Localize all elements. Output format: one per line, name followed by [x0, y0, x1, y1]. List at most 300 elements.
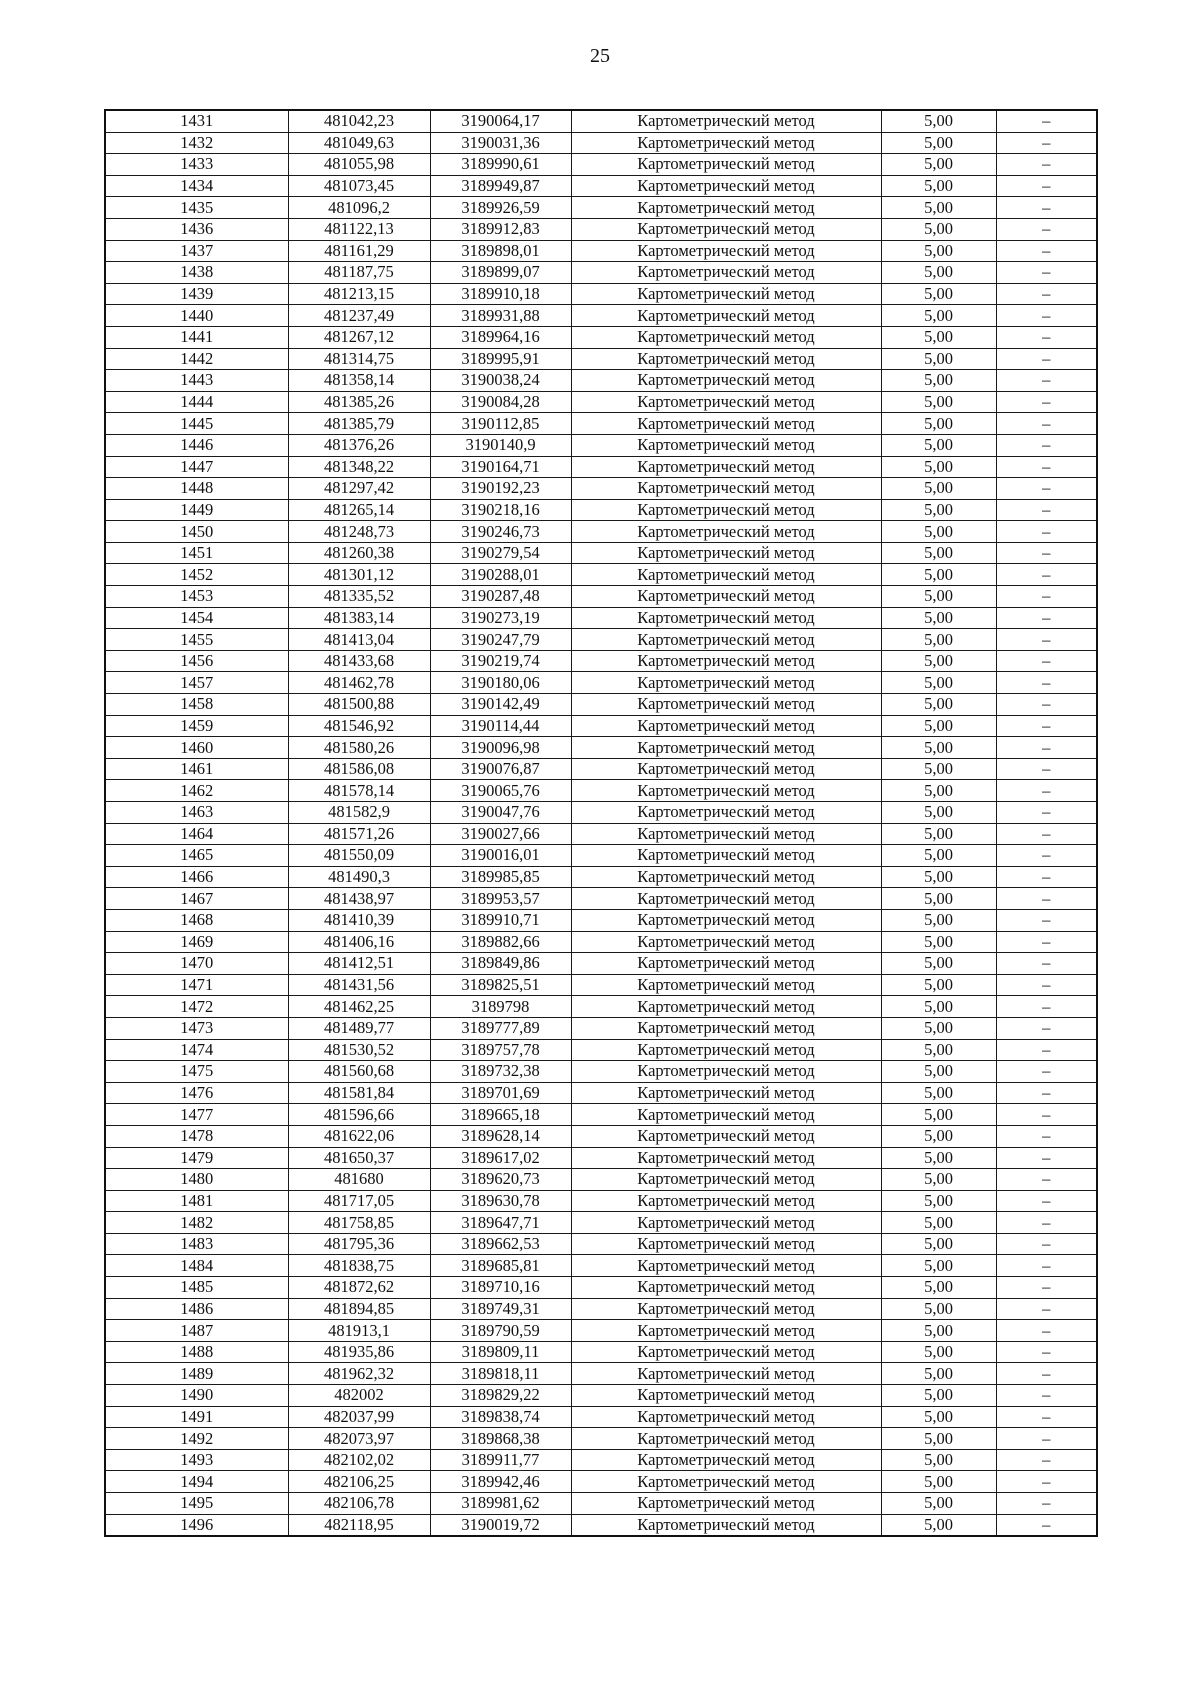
x-coordinate-cell: 481265,14 [288, 499, 430, 521]
method-cell: Картометрический метод [571, 1017, 881, 1039]
y-coordinate-cell: 3190096,98 [430, 737, 571, 759]
description-cell: – [996, 1147, 1097, 1169]
x-coordinate-cell: 481385,79 [288, 413, 430, 435]
table-row [105, 1449, 1097, 1471]
table-row [105, 1104, 1097, 1126]
x-coordinate-cell: 482118,95 [288, 1514, 430, 1536]
accuracy-cell: 5,00 [881, 888, 996, 910]
table-row [105, 326, 1097, 348]
point-number-cell: 1484 [105, 1255, 288, 1277]
method-cell: Картометрический метод [571, 434, 881, 456]
table-row [105, 1385, 1097, 1407]
method-cell: Картометрический метод [571, 132, 881, 154]
method-cell: Картометрический метод [571, 240, 881, 262]
y-coordinate-cell: 3190279,54 [430, 542, 571, 564]
y-coordinate-cell: 3190287,48 [430, 586, 571, 608]
method-cell: Картометрический метод [571, 1190, 881, 1212]
accuracy-cell: 5,00 [881, 758, 996, 780]
x-coordinate-cell: 481578,14 [288, 780, 430, 802]
accuracy-cell: 5,00 [881, 478, 996, 500]
description-cell: – [996, 1428, 1097, 1450]
x-coordinate-cell: 481596,66 [288, 1104, 430, 1126]
y-coordinate-cell: 3190288,01 [430, 564, 571, 586]
x-coordinate-cell: 481073,45 [288, 175, 430, 197]
accuracy-cell: 5,00 [881, 283, 996, 305]
point-number-cell: 1475 [105, 1061, 288, 1083]
point-number-cell: 1435 [105, 197, 288, 219]
table-row [105, 1471, 1097, 1493]
description-cell: – [996, 413, 1097, 435]
x-coordinate-cell: 481122,13 [288, 218, 430, 240]
accuracy-cell: 5,00 [881, 586, 996, 608]
point-number-cell: 1472 [105, 996, 288, 1018]
point-number-cell: 1493 [105, 1449, 288, 1471]
point-number-cell: 1440 [105, 305, 288, 327]
accuracy-cell: 5,00 [881, 1341, 996, 1363]
accuracy-cell: 5,00 [881, 262, 996, 284]
method-cell: Картометрический метод [571, 1147, 881, 1169]
accuracy-cell: 5,00 [881, 629, 996, 651]
description-cell: – [996, 888, 1097, 910]
method-cell: Картометрический метод [571, 521, 881, 543]
description-cell: – [996, 1255, 1097, 1277]
description-cell: – [996, 218, 1097, 240]
accuracy-cell: 5,00 [881, 370, 996, 392]
point-number-cell: 1495 [105, 1493, 288, 1515]
point-number-cell: 1469 [105, 931, 288, 953]
description-cell: – [996, 542, 1097, 564]
y-coordinate-cell: 3190218,16 [430, 499, 571, 521]
accuracy-cell: 5,00 [881, 996, 996, 1018]
accuracy-cell: 5,00 [881, 1061, 996, 1083]
accuracy-cell: 5,00 [881, 154, 996, 176]
accuracy-cell: 5,00 [881, 1169, 996, 1191]
y-coordinate-cell: 3189818,11 [430, 1363, 571, 1385]
description-cell: – [996, 931, 1097, 953]
method-cell: Картометрический метод [571, 1385, 881, 1407]
description-cell: – [996, 262, 1097, 284]
accuracy-cell: 5,00 [881, 1493, 996, 1515]
x-coordinate-cell: 481717,05 [288, 1190, 430, 1212]
point-number-cell: 1476 [105, 1082, 288, 1104]
point-number-cell: 1492 [105, 1428, 288, 1450]
method-cell: Картометрический метод [571, 1233, 881, 1255]
method-cell: Картометрический метод [571, 1493, 881, 1515]
point-number-cell: 1452 [105, 564, 288, 586]
description-cell: – [996, 1406, 1097, 1428]
point-number-cell: 1447 [105, 456, 288, 478]
method-cell: Картометрический метод [571, 197, 881, 219]
point-number-cell: 1468 [105, 909, 288, 931]
description-cell: – [996, 1385, 1097, 1407]
point-number-cell: 1462 [105, 780, 288, 802]
x-coordinate-cell: 481431,56 [288, 974, 430, 996]
x-coordinate-cell: 482102,02 [288, 1449, 430, 1471]
table-row [105, 283, 1097, 305]
point-number-cell: 1449 [105, 499, 288, 521]
table-row [105, 1320, 1097, 1342]
method-cell: Картометрический метод [571, 845, 881, 867]
accuracy-cell: 5,00 [881, 499, 996, 521]
description-cell: – [996, 650, 1097, 672]
point-number-cell: 1477 [105, 1104, 288, 1126]
table-row [105, 845, 1097, 867]
accuracy-cell: 5,00 [881, 845, 996, 867]
table-row [105, 1147, 1097, 1169]
point-number-cell: 1436 [105, 218, 288, 240]
table-row [105, 586, 1097, 608]
description-cell: – [996, 845, 1097, 867]
x-coordinate-cell: 481267,12 [288, 326, 430, 348]
table-row [105, 1082, 1097, 1104]
x-coordinate-cell: 482002 [288, 1385, 430, 1407]
description-cell: – [996, 132, 1097, 154]
table-row [105, 694, 1097, 716]
accuracy-cell: 5,00 [881, 1298, 996, 1320]
table-row [105, 974, 1097, 996]
y-coordinate-cell: 3189732,38 [430, 1061, 571, 1083]
method-cell: Картометрический метод [571, 348, 881, 370]
x-coordinate-cell: 481187,75 [288, 262, 430, 284]
y-coordinate-cell: 3190246,73 [430, 521, 571, 543]
y-coordinate-cell: 3189647,71 [430, 1212, 571, 1234]
y-coordinate-cell: 3190047,76 [430, 802, 571, 824]
y-coordinate-cell: 3190247,79 [430, 629, 571, 651]
y-coordinate-cell: 3190112,85 [430, 413, 571, 435]
point-number-cell: 1444 [105, 391, 288, 413]
y-coordinate-cell: 3189995,91 [430, 348, 571, 370]
description-cell: – [996, 1277, 1097, 1299]
accuracy-cell: 5,00 [881, 715, 996, 737]
description-cell: – [996, 1104, 1097, 1126]
point-number-cell: 1466 [105, 866, 288, 888]
method-cell: Картометрический метод [571, 1514, 881, 1536]
y-coordinate-cell: 3190142,49 [430, 694, 571, 716]
method-cell: Картометрический метод [571, 154, 881, 176]
accuracy-cell: 5,00 [881, 218, 996, 240]
y-coordinate-cell: 3190219,74 [430, 650, 571, 672]
description-cell: – [996, 1363, 1097, 1385]
method-cell: Картометрический метод [571, 1341, 881, 1363]
x-coordinate-cell: 481872,62 [288, 1277, 430, 1299]
method-cell: Картометрический метод [571, 1255, 881, 1277]
point-number-cell: 1448 [105, 478, 288, 500]
point-number-cell: 1453 [105, 586, 288, 608]
point-number-cell: 1496 [105, 1514, 288, 1536]
table-row [105, 542, 1097, 564]
table-row [105, 758, 1097, 780]
point-number-cell: 1455 [105, 629, 288, 651]
y-coordinate-cell: 3190064,17 [430, 110, 571, 132]
x-coordinate-cell: 481560,68 [288, 1061, 430, 1083]
y-coordinate-cell: 3190076,87 [430, 758, 571, 780]
table-row [105, 1255, 1097, 1277]
description-cell: – [996, 953, 1097, 975]
y-coordinate-cell: 3189617,02 [430, 1147, 571, 1169]
y-coordinate-cell: 3189990,61 [430, 154, 571, 176]
table-row [105, 175, 1097, 197]
y-coordinate-cell: 3190140,9 [430, 434, 571, 456]
accuracy-cell: 5,00 [881, 240, 996, 262]
y-coordinate-cell: 3189942,46 [430, 1471, 571, 1493]
y-coordinate-cell: 3189777,89 [430, 1017, 571, 1039]
table-row [105, 1233, 1097, 1255]
method-cell: Картометрический метод [571, 456, 881, 478]
accuracy-cell: 5,00 [881, 1233, 996, 1255]
method-cell: Картометрический метод [571, 1277, 881, 1299]
accuracy-cell: 5,00 [881, 1017, 996, 1039]
coordinates-table-body [105, 110, 1097, 1536]
description-cell: – [996, 802, 1097, 824]
accuracy-cell: 5,00 [881, 650, 996, 672]
table-row [105, 1125, 1097, 1147]
accuracy-cell: 5,00 [881, 607, 996, 629]
method-cell: Картометрический метод [571, 629, 881, 651]
x-coordinate-cell: 481376,26 [288, 434, 430, 456]
x-coordinate-cell: 481462,25 [288, 996, 430, 1018]
method-cell: Картометрический метод [571, 888, 881, 910]
accuracy-cell: 5,00 [881, 391, 996, 413]
y-coordinate-cell: 3189662,53 [430, 1233, 571, 1255]
description-cell: – [996, 305, 1097, 327]
y-coordinate-cell: 3189911,77 [430, 1449, 571, 1471]
method-cell: Картометрический метод [571, 694, 881, 716]
x-coordinate-cell: 481213,15 [288, 283, 430, 305]
y-coordinate-cell: 3189912,83 [430, 218, 571, 240]
x-coordinate-cell: 481500,88 [288, 694, 430, 716]
method-cell: Картометрический метод [571, 672, 881, 694]
x-coordinate-cell: 481049,63 [288, 132, 430, 154]
method-cell: Картометрический метод [571, 866, 881, 888]
x-coordinate-cell: 481622,06 [288, 1125, 430, 1147]
x-coordinate-cell: 481410,39 [288, 909, 430, 931]
accuracy-cell: 5,00 [881, 542, 996, 564]
point-number-cell: 1433 [105, 154, 288, 176]
method-cell: Картометрический метод [571, 802, 881, 824]
table-row [105, 1212, 1097, 1234]
description-cell: – [996, 1471, 1097, 1493]
point-number-cell: 1438 [105, 262, 288, 284]
description-cell: – [996, 737, 1097, 759]
accuracy-cell: 5,00 [881, 780, 996, 802]
table-row [105, 564, 1097, 586]
description-cell: – [996, 715, 1097, 737]
accuracy-cell: 5,00 [881, 1039, 996, 1061]
point-number-cell: 1471 [105, 974, 288, 996]
coordinates-table [104, 109, 1098, 1537]
description-cell: – [996, 586, 1097, 608]
table-row [105, 1169, 1097, 1191]
method-cell: Картометрический метод [571, 953, 881, 975]
accuracy-cell: 5,00 [881, 1125, 996, 1147]
table-row [105, 629, 1097, 651]
x-coordinate-cell: 481894,85 [288, 1298, 430, 1320]
method-cell: Картометрический метод [571, 823, 881, 845]
x-coordinate-cell: 481055,98 [288, 154, 430, 176]
table-row [105, 262, 1097, 284]
point-number-cell: 1442 [105, 348, 288, 370]
point-number-cell: 1463 [105, 802, 288, 824]
description-cell: – [996, 564, 1097, 586]
y-coordinate-cell: 3190084,28 [430, 391, 571, 413]
method-cell: Картометрический метод [571, 542, 881, 564]
method-cell: Картометрический метод [571, 1471, 881, 1493]
description-cell: – [996, 1320, 1097, 1342]
y-coordinate-cell: 3189701,69 [430, 1082, 571, 1104]
accuracy-cell: 5,00 [881, 1385, 996, 1407]
x-coordinate-cell: 481260,38 [288, 542, 430, 564]
description-cell: – [996, 1341, 1097, 1363]
description-cell: – [996, 1298, 1097, 1320]
description-cell: – [996, 240, 1097, 262]
y-coordinate-cell: 3189630,78 [430, 1190, 571, 1212]
x-coordinate-cell: 481758,85 [288, 1212, 430, 1234]
point-number-cell: 1470 [105, 953, 288, 975]
table-row [105, 1341, 1097, 1363]
table-row [105, 110, 1097, 132]
table-row [105, 434, 1097, 456]
table-row [105, 413, 1097, 435]
point-number-cell: 1454 [105, 607, 288, 629]
x-coordinate-cell: 481586,08 [288, 758, 430, 780]
description-cell: – [996, 499, 1097, 521]
x-coordinate-cell: 481490,3 [288, 866, 430, 888]
point-number-cell: 1478 [105, 1125, 288, 1147]
description-cell: – [996, 1017, 1097, 1039]
table-row [105, 521, 1097, 543]
point-number-cell: 1450 [105, 521, 288, 543]
point-number-cell: 1467 [105, 888, 288, 910]
accuracy-cell: 5,00 [881, 348, 996, 370]
method-cell: Картометрический метод [571, 607, 881, 629]
method-cell: Картометрический метод [571, 909, 881, 931]
y-coordinate-cell: 3189628,14 [430, 1125, 571, 1147]
description-cell: – [996, 1212, 1097, 1234]
method-cell: Картометрический метод [571, 715, 881, 737]
method-cell: Картометрический метод [571, 110, 881, 132]
table-row [105, 391, 1097, 413]
table-row [105, 305, 1097, 327]
accuracy-cell: 5,00 [881, 1363, 996, 1385]
accuracy-cell: 5,00 [881, 521, 996, 543]
x-coordinate-cell: 481680 [288, 1169, 430, 1191]
point-number-cell: 1445 [105, 413, 288, 435]
x-coordinate-cell: 481096,2 [288, 197, 430, 219]
x-coordinate-cell: 481438,97 [288, 888, 430, 910]
description-cell: – [996, 1082, 1097, 1104]
table-row [105, 650, 1097, 672]
accuracy-cell: 5,00 [881, 456, 996, 478]
point-number-cell: 1432 [105, 132, 288, 154]
point-number-cell: 1473 [105, 1017, 288, 1039]
point-number-cell: 1446 [105, 434, 288, 456]
method-cell: Картометрический метод [571, 1125, 881, 1147]
y-coordinate-cell: 3189868,38 [430, 1428, 571, 1450]
table-row [105, 499, 1097, 521]
x-coordinate-cell: 481462,78 [288, 672, 430, 694]
table-row [105, 780, 1097, 802]
y-coordinate-cell: 3190065,76 [430, 780, 571, 802]
x-coordinate-cell: 481161,29 [288, 240, 430, 262]
table-row [105, 1061, 1097, 1083]
method-cell: Картометрический метод [571, 305, 881, 327]
x-coordinate-cell: 481358,14 [288, 370, 430, 392]
table-row [105, 888, 1097, 910]
table-row [105, 866, 1097, 888]
description-cell: – [996, 607, 1097, 629]
description-cell: – [996, 866, 1097, 888]
x-coordinate-cell: 481530,52 [288, 1039, 430, 1061]
accuracy-cell: 5,00 [881, 974, 996, 996]
method-cell: Картометрический метод [571, 499, 881, 521]
method-cell: Картометрический метод [571, 974, 881, 996]
table-row [105, 909, 1097, 931]
accuracy-cell: 5,00 [881, 672, 996, 694]
table-row [105, 240, 1097, 262]
table-row [105, 1428, 1097, 1450]
accuracy-cell: 5,00 [881, 197, 996, 219]
accuracy-cell: 5,00 [881, 1104, 996, 1126]
point-number-cell: 1486 [105, 1298, 288, 1320]
accuracy-cell: 5,00 [881, 305, 996, 327]
y-coordinate-cell: 3189829,22 [430, 1385, 571, 1407]
method-cell: Картометрический метод [571, 370, 881, 392]
x-coordinate-cell: 482106,25 [288, 1471, 430, 1493]
accuracy-cell: 5,00 [881, 1147, 996, 1169]
y-coordinate-cell: 3189949,87 [430, 175, 571, 197]
x-coordinate-cell: 481433,68 [288, 650, 430, 672]
y-coordinate-cell: 3189931,88 [430, 305, 571, 327]
method-cell: Картометрический метод [571, 262, 881, 284]
table-row [105, 1514, 1097, 1536]
method-cell: Картометрический метод [571, 1449, 881, 1471]
accuracy-cell: 5,00 [881, 694, 996, 716]
description-cell: – [996, 758, 1097, 780]
y-coordinate-cell: 3189825,51 [430, 974, 571, 996]
y-coordinate-cell: 3189665,18 [430, 1104, 571, 1126]
y-coordinate-cell: 3189798 [430, 996, 571, 1018]
method-cell: Картометрический метод [571, 996, 881, 1018]
y-coordinate-cell: 3189620,73 [430, 1169, 571, 1191]
description-cell: – [996, 672, 1097, 694]
x-coordinate-cell: 481248,73 [288, 521, 430, 543]
point-number-cell: 1460 [105, 737, 288, 759]
y-coordinate-cell: 3190180,06 [430, 672, 571, 694]
y-coordinate-cell: 3190038,24 [430, 370, 571, 392]
method-cell: Картометрический метод [571, 413, 881, 435]
point-number-cell: 1461 [105, 758, 288, 780]
table-row [105, 197, 1097, 219]
point-number-cell: 1437 [105, 240, 288, 262]
description-cell: – [996, 478, 1097, 500]
y-coordinate-cell: 3190273,19 [430, 607, 571, 629]
accuracy-cell: 5,00 [881, 1449, 996, 1471]
y-coordinate-cell: 3189910,18 [430, 283, 571, 305]
table-row [105, 1298, 1097, 1320]
method-cell: Картометрический метод [571, 737, 881, 759]
table-row [105, 672, 1097, 694]
page-number: 25 [590, 45, 610, 67]
y-coordinate-cell: 3189849,86 [430, 953, 571, 975]
y-coordinate-cell: 3189981,62 [430, 1493, 571, 1515]
point-number-cell: 1487 [105, 1320, 288, 1342]
table-row [105, 996, 1097, 1018]
accuracy-cell: 5,00 [881, 1255, 996, 1277]
x-coordinate-cell: 481406,16 [288, 931, 430, 953]
point-number-cell: 1488 [105, 1341, 288, 1363]
y-coordinate-cell: 3189953,57 [430, 888, 571, 910]
point-number-cell: 1465 [105, 845, 288, 867]
